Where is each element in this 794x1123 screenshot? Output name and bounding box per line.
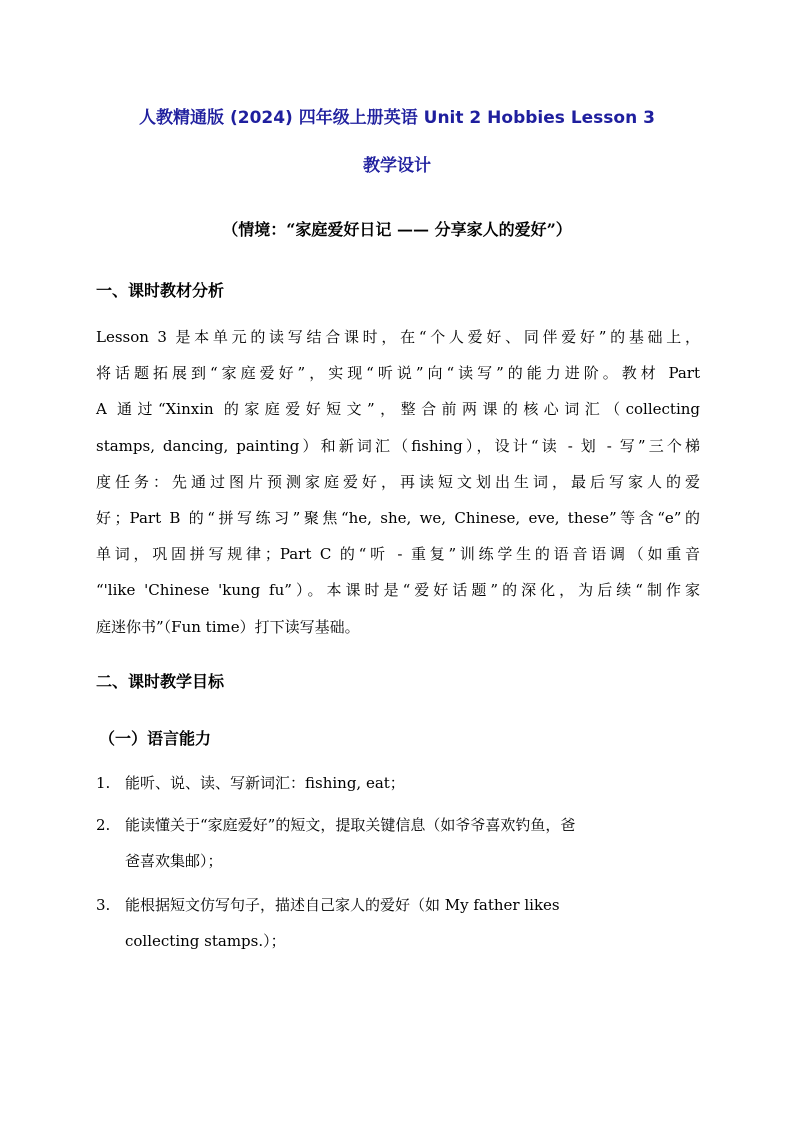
- paragraph-line: 好；Part B 的“拼写练习”聚焦“he, she, we, Chinese, eve, these”等含“e”的: [96, 509, 700, 528]
- sub-heading-language-ability: （一）语言能力: [99, 729, 212, 748]
- list-item-text: [125, 807, 700, 879]
- list-item-text: [125, 765, 700, 801]
- paragraph-line: 度任务：先通过图片预测家庭爱好，再读短文划出生词，最后写家人的爱: [96, 472, 700, 491]
- list-item-line: 能读懂关于“家庭爱好”的短文，提取关键信息（如爷爷喜欢钓鱼，爸: [125, 816, 576, 834]
- list-item-number: 1.: [96, 774, 111, 792]
- section-heading-teaching-objectives: 二、课时教学目标: [96, 672, 225, 691]
- paragraph-line: 将话题拓展到“家庭爱好”，实现“听说”向“读写”的能力进阶。教材 Part: [96, 364, 700, 383]
- list-item: [96, 807, 700, 879]
- paragraph-line: Lesson 3 是本单元的读写结合课时，在“个人爱好、同伴爱好”的基础上，: [96, 328, 700, 346]
- list-item-text: [125, 887, 700, 959]
- list-item-line: 能听、说、读、写新词汇：fishing, eat；: [125, 774, 405, 792]
- document-title-line-2: 教学设计: [363, 156, 431, 176]
- paragraph-line: 单词，巩固拼写规律；Part C 的“听 - 重复”训练学生的语音语调（如重音: [96, 545, 700, 564]
- list-item: [96, 887, 700, 959]
- material-analysis-paragraph: [96, 319, 700, 645]
- list-item-line: 爸喜欢集邮）；: [125, 852, 223, 871]
- document-title-line-1: 人教精通版 (2024) 四年级上册英语 Unit 2 Hobbies Lesson 3: [139, 108, 655, 128]
- paragraph-line: 庭迷你书”（Fun time）打下读写基础。: [96, 617, 360, 636]
- list-item-number: 3.: [96, 896, 111, 914]
- list-item-line: collecting stamps.）；: [125, 932, 286, 951]
- paragraph-line: stamps, dancing, painting）和新词汇（fishing），设计“读 - 划 - 写”三个梯: [96, 436, 700, 455]
- list-item: [96, 765, 700, 801]
- list-item-line: 能根据短文仿写句子，描述自己家人的爱好（如 My father likes: [125, 896, 560, 914]
- document-subtitle: （情境：“家庭爱好日记 —— 分享家人的爱好”）: [222, 220, 572, 239]
- paragraph-line: “'like 'Chinese 'kung fu”）。本课时是“爱好话题”的深化，为后续“制作家: [96, 581, 700, 600]
- paragraph-line: A 通过“Xinxin 的家庭爱好短文”，整合前两课的核心词汇（collecting: [96, 400, 700, 419]
- list-item-number: 2.: [96, 816, 111, 834]
- section-heading-material-analysis: 一、课时教材分析: [96, 281, 225, 300]
